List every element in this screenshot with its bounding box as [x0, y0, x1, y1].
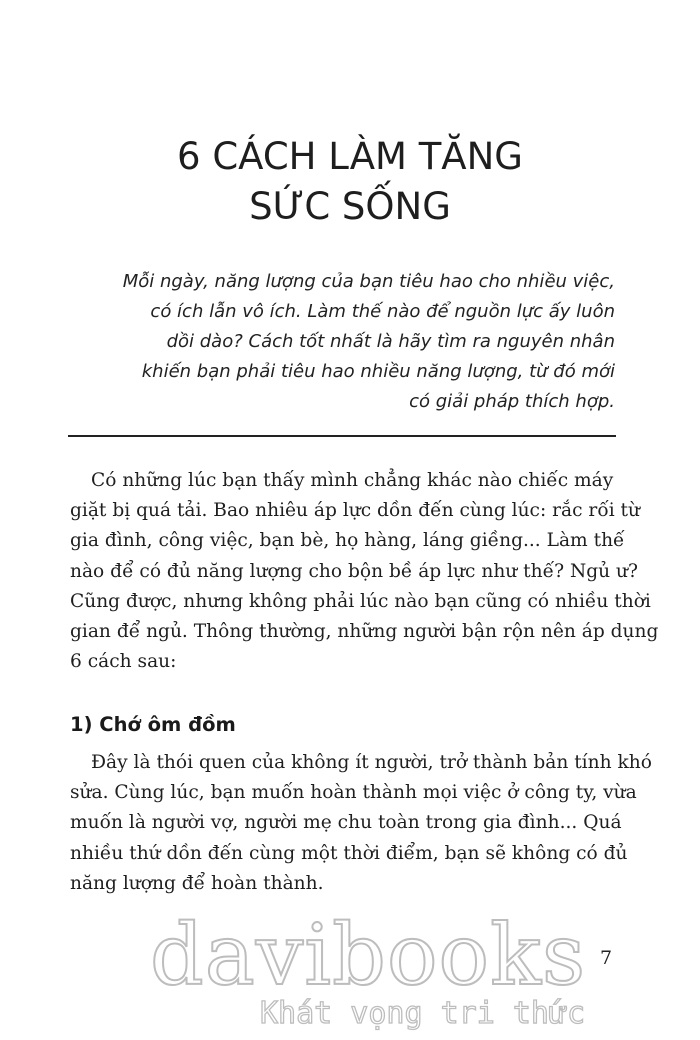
intro-line: có ích lẫn vô ích. Làm thế nào để nguồn lực ấy luôn: [150, 301, 615, 322]
intro-line: Mỗi ngày, năng lượng của bạn tiêu hao cho nhiều việc,: [122, 271, 615, 292]
intro-line: khiến bạn phải tiêu hao nhiều năng lượng, từ đó mới: [141, 361, 615, 382]
paragraph-line: Có những lúc bạn thấy mình chẳng khác nào chiếc máy: [91, 470, 614, 491]
paragraph-1: [70, 466, 659, 677]
chapter-title-line-2: SỨC SỐNG: [249, 185, 451, 228]
section-1-paragraph: [70, 748, 652, 899]
paragraph-line: năng lượng để hoàn thành.: [70, 872, 324, 894]
paragraph-line: nhiều thứ dồn đến cùng một thời điểm, bạn sẽ không có đủ: [70, 842, 628, 864]
watermark-tagline: Khát vọng tri thức: [260, 996, 586, 1031]
paragraph-line: Đây là thói quen của không ít người, trở thành bản tính khó: [91, 752, 652, 773]
section-heading-1: 1) Chớ ôm đồm: [70, 713, 236, 736]
paragraph-line: gian để ngủ. Thông thường, những người bận rộn nên áp dụng: [70, 621, 659, 643]
paragraph-line: gia đình, công việc, bạn bè, họ hàng, láng giềng... Làm thế: [70, 530, 625, 552]
watermark-brand: davibooks: [150, 906, 587, 1004]
chapter-title-line-1: 6 CÁCH LÀM TĂNG: [177, 135, 523, 178]
paragraph-line: nào để có đủ năng lượng cho bộn bề áp lực như thế? Ngủ ư?: [70, 560, 638, 582]
paragraph-line: sửa. Cùng lúc, bạn muốn hoàn thành mọi việc ở công ty, vừa: [70, 782, 637, 804]
chapter-intro: [75, 267, 615, 417]
page-number: 7: [600, 947, 613, 969]
paragraph-line: muốn là người vợ, người mẹ chu toàn trong gia đình... Quá: [70, 812, 622, 834]
paragraph-line: 6 cách sau:: [70, 651, 177, 673]
chapter-title: [0, 132, 700, 232]
intro-line: dồi dào? Cách tốt nhất là hãy tìm ra nguyên nhân: [166, 331, 615, 352]
paragraph-line: giặt bị quá tải. Bao nhiêu áp lực dồn đến cùng lúc: rắc rối từ: [70, 500, 641, 522]
intro-line: có giải pháp thích hợp.: [409, 391, 615, 412]
paragraph-line: Cũng được, nhưng không phải lúc nào bạn cũng có nhiều thời: [70, 590, 651, 612]
intro-divider: [68, 435, 616, 437]
